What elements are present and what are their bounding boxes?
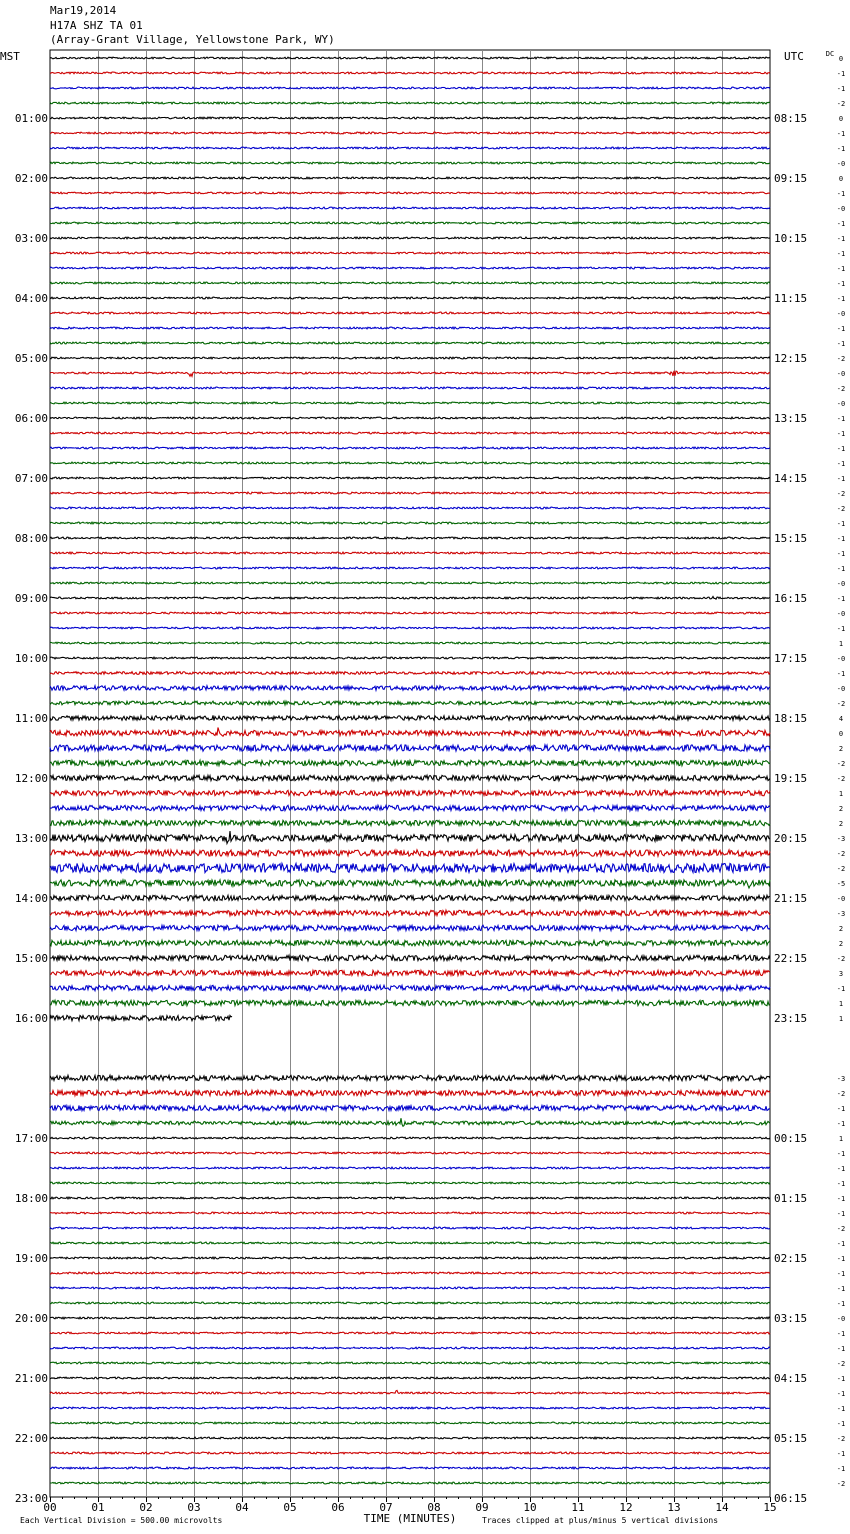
trace-line [50,192,770,194]
dc-offset-label: -2 [836,775,846,783]
x-tick-label: 05 [283,1501,297,1514]
dc-offset-label: -1 [836,445,846,453]
hour-label-mst: 01:00 [14,112,48,125]
trace-line [50,357,770,359]
hour-label-utc: 22:15 [774,952,808,965]
trace-line [50,1182,770,1184]
trace-line [50,1452,770,1454]
dc-offset-label: 1 [838,1000,844,1008]
trace-line [50,432,770,434]
hour-label-mst: 11:00 [14,712,48,725]
trace-line [50,102,770,104]
trace-line [50,1090,770,1095]
trace-line [50,1212,770,1214]
dc-offset-label: -1 [836,295,846,303]
hour-label-utc: 10:15 [774,232,808,245]
x-tick-label: 14 [715,1501,729,1514]
hour-label-mst: 20:00 [14,1312,48,1325]
x-tick-label: 12 [619,1501,633,1514]
hour-label-utc: 20:15 [774,832,808,845]
dc-offset-label: -1 [836,130,846,138]
trace-line [50,1377,770,1379]
footer-scale-note: Each Vertical Division = 500.00 microvolts [20,1516,223,1525]
hour-label-mst: 07:00 [14,472,48,485]
dc-offset-label: -1 [836,220,846,228]
dc-offset-label: -2 [836,850,846,858]
trace-line [50,701,770,705]
hour-label-utc: 05:15 [774,1432,808,1445]
dc-offset-label: 2 [838,820,844,828]
trace-line [50,417,770,419]
trace-line [50,492,770,494]
dc-offset-label: 0 [838,175,844,183]
trace-line [50,760,770,765]
dc-offset-label: -0 [836,400,846,408]
trace-line [50,1227,770,1229]
dc-offset-label: -1 [836,1465,846,1473]
dc-offset-label: -1 [836,1210,846,1218]
hour-label-mst: 10:00 [14,652,48,665]
dc-offset-label: 0 [838,730,844,738]
dc-offset-label: -0 [836,580,846,588]
x-tick-label: 13 [667,1501,681,1514]
dc-offset-label: -0 [836,370,846,378]
dc-offset-label: -1 [836,1120,846,1128]
dc-offset-label: 0 [838,55,844,63]
dc-offset-label: -2 [836,1360,846,1368]
trace-line [50,371,770,377]
trace-line [50,672,770,675]
trace-line [50,895,770,900]
x-tick-label: 15 [763,1501,777,1514]
dc-offset-label: -1 [836,1375,846,1383]
hour-label-utc: 17:15 [774,652,808,665]
dc-offset-label: -1 [836,565,846,573]
dc-offset-label: -1 [836,325,846,333]
dc-offset-label: -1 [836,1420,846,1428]
axis-label-mst: MST [0,50,20,63]
dc-offset-label: -1 [836,1240,846,1248]
trace-line [50,282,770,284]
dc-offset-label: -1 [836,535,846,543]
trace-line [50,970,770,975]
trace-line [50,1482,770,1484]
trace-line [50,1332,770,1334]
trace-line [50,597,770,600]
trace-line [50,1302,770,1304]
trace-line [50,831,770,844]
trace-line [50,57,770,59]
dc-offset-label: -0 [836,205,846,213]
dc-offset-label: -1 [836,625,846,633]
trace-line [50,612,770,614]
trace-line [50,1242,770,1244]
trace-line [50,1118,770,1126]
trace-line [50,1167,770,1169]
trace-line [50,745,770,751]
x-tick-label: 07 [379,1501,393,1514]
trace-line [50,1407,770,1409]
dc-offset-label: 1 [838,1015,844,1023]
x-tick-label: 02 [139,1501,153,1514]
hour-label-utc: 04:15 [774,1372,808,1385]
hour-label-utc: 00:15 [774,1132,808,1145]
dc-offset-label: -1 [836,1345,846,1353]
dc-offset-label: -1 [836,145,846,153]
trace-line [50,462,770,464]
hour-label-mst: 09:00 [14,592,48,605]
dc-offset-label: 4 [838,715,844,723]
trace-line [50,1257,770,1259]
footer-clip-note: Traces clipped at plus/minus 5 vertical divisions [482,1516,719,1525]
trace-line [50,955,770,960]
hour-label-mst: 21:00 [14,1372,48,1385]
trace-line [50,402,770,404]
trace-line [50,387,770,389]
dc-offset-label: -2 [836,490,846,498]
dc-offset-label: -3 [836,910,846,918]
x-tick-label: 06 [331,1501,345,1514]
dc-offset-label: -1 [836,1390,846,1398]
dc-offset-label: -1 [836,430,846,438]
dc-offset-label: -1 [836,265,846,273]
dc-offset-label: 3 [838,970,844,978]
dc-offset-label: -1 [836,1270,846,1278]
dc-offset-label: -0 [836,610,846,618]
trace-line [50,1272,770,1274]
dc-offset-label: 2 [838,805,844,813]
trace-line [50,1287,770,1289]
x-tick-label: 11 [571,1501,585,1514]
dc-offset-label: -1 [836,1330,846,1338]
trace-line [50,1137,770,1139]
hour-label-mst: 23:00 [14,1492,48,1505]
hour-label-utc: 06:15 [774,1492,808,1505]
trace-line [50,132,770,134]
trace-line [50,582,770,584]
trace-line [50,627,770,629]
trace-line [50,940,770,945]
hour-label-mst: 13:00 [14,832,48,845]
x-tick-label: 00 [43,1501,57,1514]
hour-label-utc: 13:15 [774,412,808,425]
trace-line [50,237,770,239]
trace-line [50,87,770,89]
hour-label-utc: 12:15 [774,352,808,365]
x-axis-title: TIME (MINUTES) [363,1512,457,1525]
dc-offset-label: -1 [836,460,846,468]
dc-offset-label: -1 [836,1405,846,1413]
hour-label-mst: 06:00 [14,412,48,425]
hour-label-mst: 05:00 [14,352,48,365]
dc-offset-label: -1 [836,475,846,483]
dc-offset-label: -2 [836,1090,846,1098]
hour-label-utc: 16:15 [774,592,808,605]
hour-label-mst: 15:00 [14,952,48,965]
trace-line [50,1105,770,1110]
trace-line [50,1362,770,1364]
trace-line [50,252,770,254]
dc-offset-label: -1 [836,415,846,423]
hour-label-utc: 18:15 [774,712,808,725]
dc-offset-label: -1 [836,235,846,243]
dc-offset-label: -2 [836,355,846,363]
hour-label-utc: 15:15 [774,532,808,545]
dc-offset-label: -1 [836,250,846,258]
dc-offset-label: -2 [836,760,846,768]
trace-line [50,805,770,810]
dc-offset-label: -2 [836,100,846,108]
dc-header-label: DC [825,50,835,58]
trace-line [50,728,770,737]
trace-line [50,775,770,780]
dc-offset-label: -2 [836,1225,846,1233]
hour-label-utc: 23:15 [774,1012,808,1025]
trace-line [50,864,770,873]
trace-line [50,910,770,915]
dc-offset-label: -2 [836,1480,846,1488]
dc-offset-label: -1 [836,1195,846,1203]
trace-line [50,177,770,179]
dc-offset-label: -2 [836,1435,846,1443]
dc-offset-label: -1 [836,1105,846,1113]
hour-label-utc: 09:15 [774,172,808,185]
hour-label-utc: 21:15 [774,892,808,905]
dc-offset-label: -1 [836,340,846,348]
dc-offset-label: 1 [838,790,844,798]
trace-line [50,447,770,449]
dc-offset-label: -2 [836,700,846,708]
dc-offset-label: -5 [836,880,846,888]
trace-line [50,147,770,149]
dc-offset-label: -0 [836,160,846,168]
trace-line [50,1000,770,1005]
trace-line [50,850,770,856]
trace-line [50,222,770,224]
chart-date: Mar19,2014 [50,4,117,17]
hour-label-utc: 01:15 [774,1192,808,1205]
hour-label-utc: 08:15 [774,112,808,125]
dc-offset-label: -1 [836,595,846,603]
trace-line [50,477,770,479]
hour-label-mst: 17:00 [14,1132,48,1145]
x-tick-label: 04 [235,1501,249,1514]
dc-offset-label: -1 [836,85,846,93]
trace-line [50,1197,770,1199]
dc-offset-label: -2 [836,505,846,513]
trace-line [50,162,770,164]
trace-line [50,552,770,554]
hour-label-utc: 03:15 [774,1312,808,1325]
dc-offset-label: -2 [836,955,846,963]
trace-line [50,1347,770,1349]
trace-line [50,267,770,269]
dc-offset-label: -2 [836,385,846,393]
trace-line [50,72,770,74]
dc-offset-label: -1 [836,550,846,558]
trace-line [50,507,770,509]
hour-label-mst: 03:00 [14,232,48,245]
dc-offset-label: 2 [838,745,844,753]
trace-line [50,985,770,990]
dc-offset-label: -0 [836,895,846,903]
dc-offset-label: -0 [836,685,846,693]
trace-line [50,1015,232,1020]
dc-offset-label: -1 [836,1180,846,1188]
trace-line [50,820,770,825]
dc-offset-label: -1 [836,70,846,78]
station-location: (Array-Grant Village, Yellowstone Park, WY) [50,33,335,46]
trace-line [50,117,770,119]
trace-line [50,327,770,329]
dc-offset-label: 2 [838,940,844,948]
dc-offset-label: 0 [838,115,844,123]
dc-offset-label: -3 [836,835,846,843]
dc-offset-label: 1 [838,640,844,648]
trace-line [50,537,770,539]
trace-line [50,522,770,524]
dc-offset-label: -1 [836,280,846,288]
trace-line [50,207,770,209]
hour-label-mst: 08:00 [14,532,48,545]
dc-offset-label: 2 [838,925,844,933]
dc-offset-label: 1 [838,1135,844,1143]
trace-line [50,1467,770,1469]
dc-offset-label: -1 [836,1150,846,1158]
hour-label-mst: 02:00 [14,172,48,185]
x-tick-label: 09 [475,1501,489,1514]
dc-offset-label: -1 [836,985,846,993]
axis-label-utc: UTC [784,50,804,63]
dc-offset-label: -1 [836,520,846,528]
hour-label-mst: 16:00 [14,1012,48,1025]
dc-offset-label: -1 [836,1450,846,1458]
dc-offset-label: -0 [836,1315,846,1323]
hour-label-mst: 19:00 [14,1252,48,1265]
plot-frame [50,50,770,1497]
trace-line [50,312,770,314]
dc-offset-label: -1 [836,1300,846,1308]
hour-label-utc: 11:15 [774,292,808,305]
hour-label-mst: 12:00 [14,772,48,785]
trace-line [50,297,770,299]
x-tick-label: 08 [427,1501,441,1514]
trace-line [50,1317,770,1319]
trace-line [50,1390,770,1394]
trace-line [50,1152,770,1154]
hour-label-utc: 14:15 [774,472,808,485]
x-tick-label: 01 [91,1501,105,1514]
trace-line [50,686,770,690]
dc-offset-label: -0 [836,310,846,318]
trace-line [50,790,770,795]
hour-label-mst: 18:00 [14,1192,48,1205]
dc-offset-label: -1 [836,1285,846,1293]
hour-label-mst: 22:00 [14,1432,48,1445]
x-tick-label: 10 [523,1501,537,1514]
trace-line [50,1075,770,1080]
hour-label-mst: 14:00 [14,892,48,905]
trace-line [50,1422,770,1424]
trace-line [50,342,770,344]
station-id: H17A SHZ TA 01 [50,19,143,32]
trace-line [50,642,770,644]
dc-offset-label: -3 [836,1075,846,1083]
x-tick-label: 03 [187,1501,201,1514]
dc-offset-label: -1 [836,190,846,198]
trace-line [50,657,770,659]
dc-offset-label: -0 [836,655,846,663]
trace-line [50,925,770,930]
dc-offset-label: -1 [836,670,846,678]
hour-label-utc: 19:15 [774,772,808,785]
dc-offset-label: -1 [836,1165,846,1173]
dc-offset-label: -1 [836,1255,846,1263]
trace-line [50,715,770,720]
dc-offset-label: -2 [836,865,846,873]
trace-line [50,880,770,888]
trace-line [50,567,770,569]
hour-label-mst: 04:00 [14,292,48,305]
trace-line [50,1437,770,1439]
hour-label-utc: 02:15 [774,1252,808,1265]
